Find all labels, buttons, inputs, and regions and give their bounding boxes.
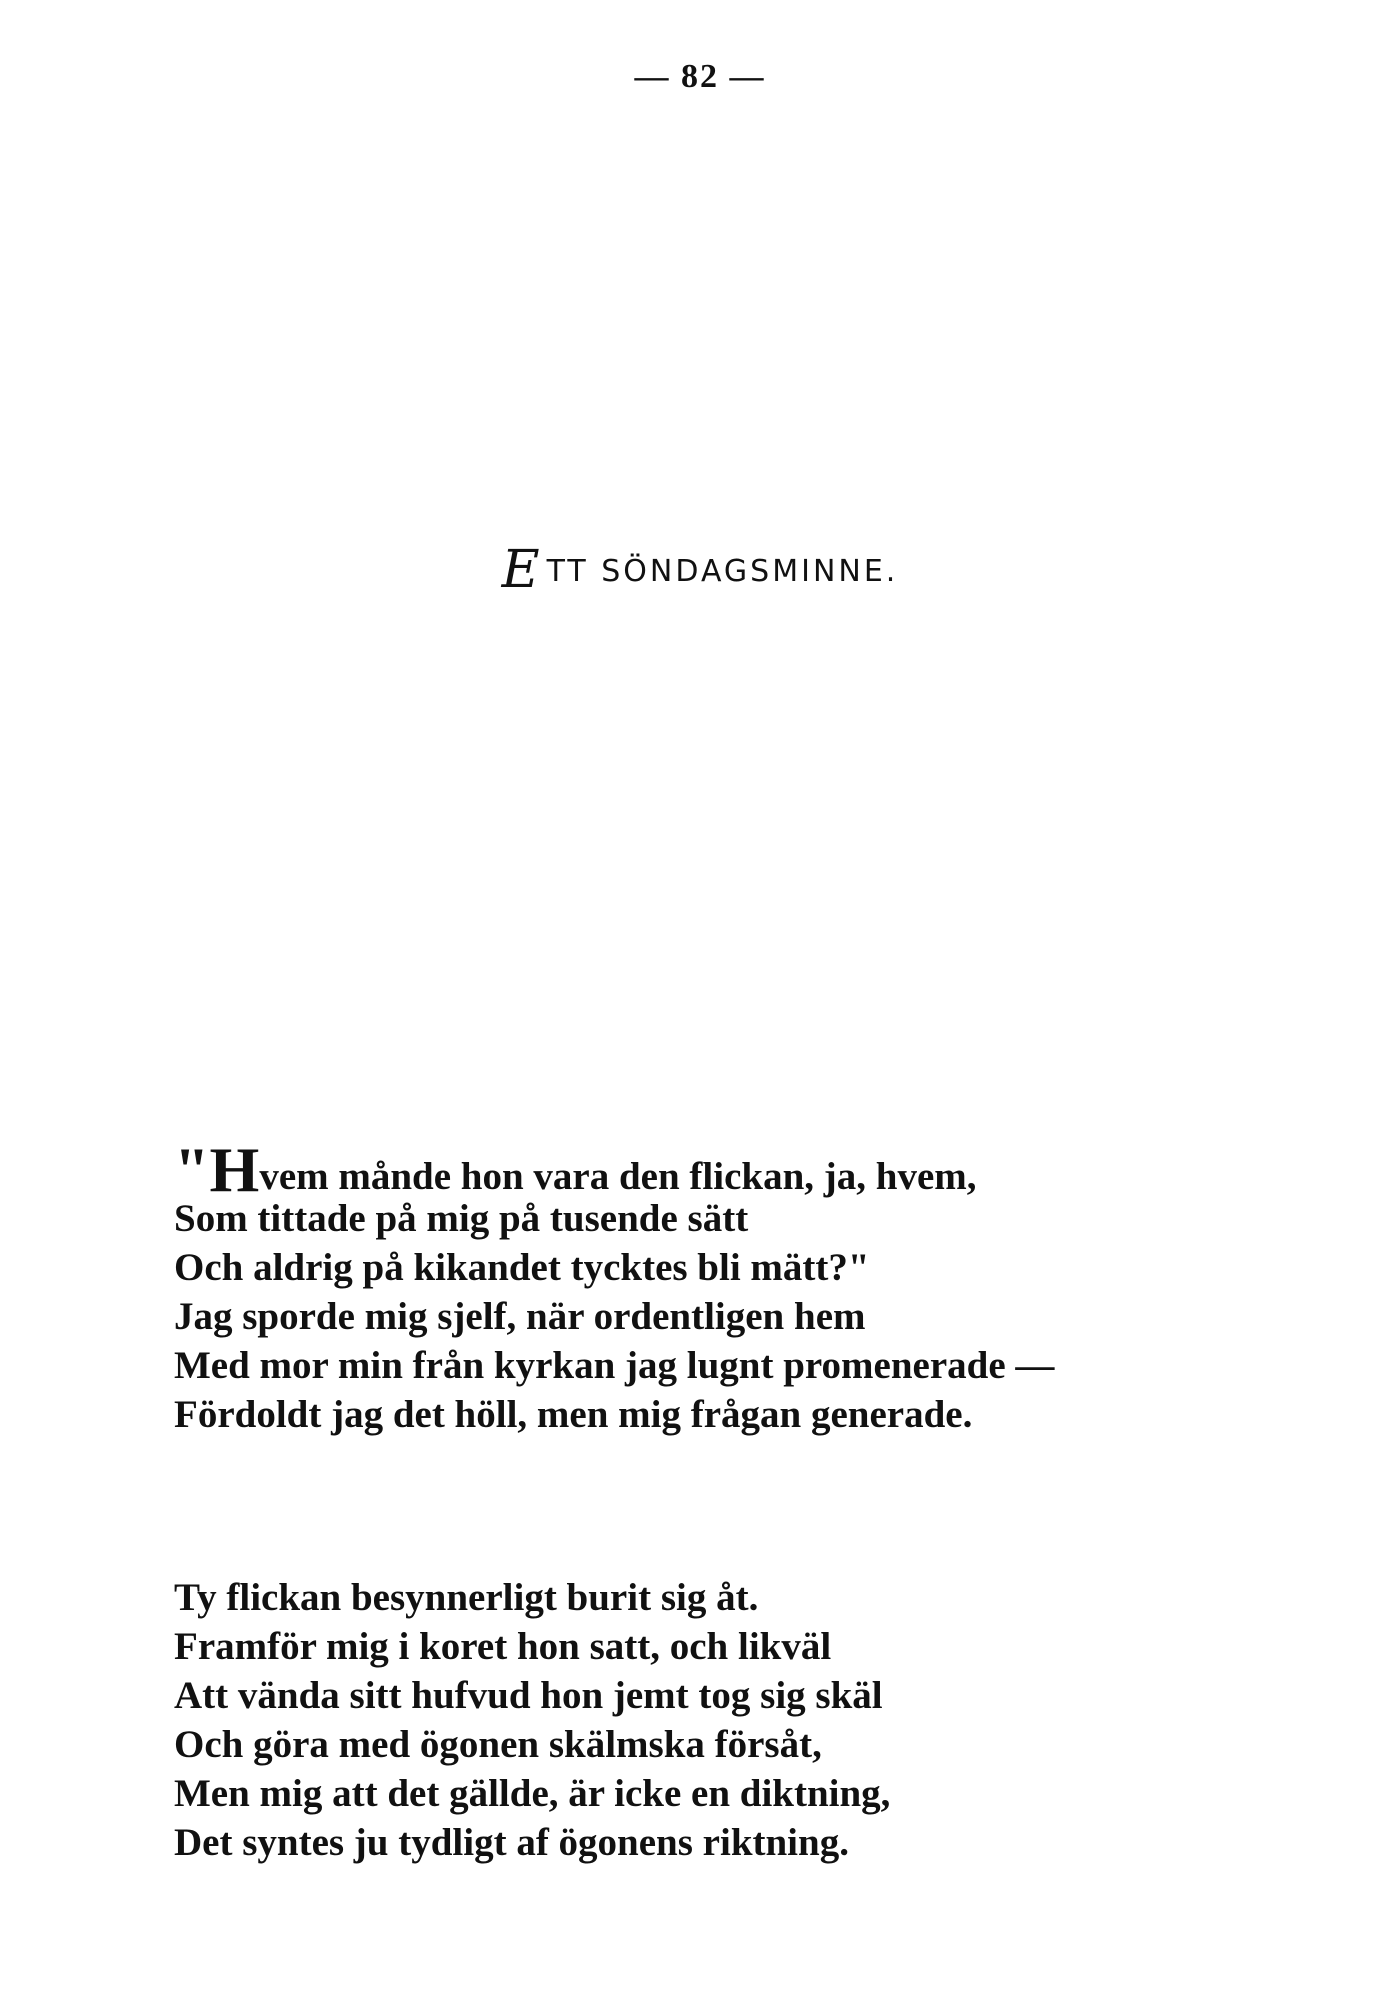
title-initial: E <box>501 540 543 600</box>
poem-line: Och göra med ögonen skälmska försåt, <box>174 1723 822 1766</box>
poem-title <box>0 540 1400 600</box>
title-text: TT SÖNDAGSMINNE. <box>546 554 899 589</box>
poem-line: Jag sporde mig sjelf, när ordentligen hem <box>174 1295 866 1338</box>
line-text: vem månde hon vara den flickan, ja, hvem, <box>259 1155 977 1198</box>
page-number: — 82 — <box>634 58 766 95</box>
poem-line: Och aldrig på kikandet tycktes bli mätt?" <box>174 1246 870 1289</box>
poem-line: Men mig att det gällde, är icke en diktning, <box>174 1772 891 1815</box>
poem-line: Ty flickan besynnerligt burit sig åt. <box>174 1576 759 1619</box>
poem-line: Som tittade på mig på tusende sätt <box>174 1197 749 1240</box>
poem-line: Med mor min från kyrkan jag lugnt promenerade — <box>174 1344 1055 1387</box>
stanza-2 <box>174 1573 1254 1867</box>
poem-line: Det syntes ju tydligt af ögonens riktning. <box>174 1821 849 1864</box>
poem-line: Fördoldt jag det höll, men mig frågan generade. <box>174 1393 973 1436</box>
poem-line <box>174 1134 1254 1205</box>
poem-line: Framför mig i koret hon satt, och likväl <box>174 1625 832 1668</box>
poem-line: Att vända sitt hufvud hon jemt tog sig skäl <box>174 1674 883 1717</box>
drop-cap: "H <box>174 1134 260 1205</box>
stanza-1 <box>174 1134 1254 1439</box>
